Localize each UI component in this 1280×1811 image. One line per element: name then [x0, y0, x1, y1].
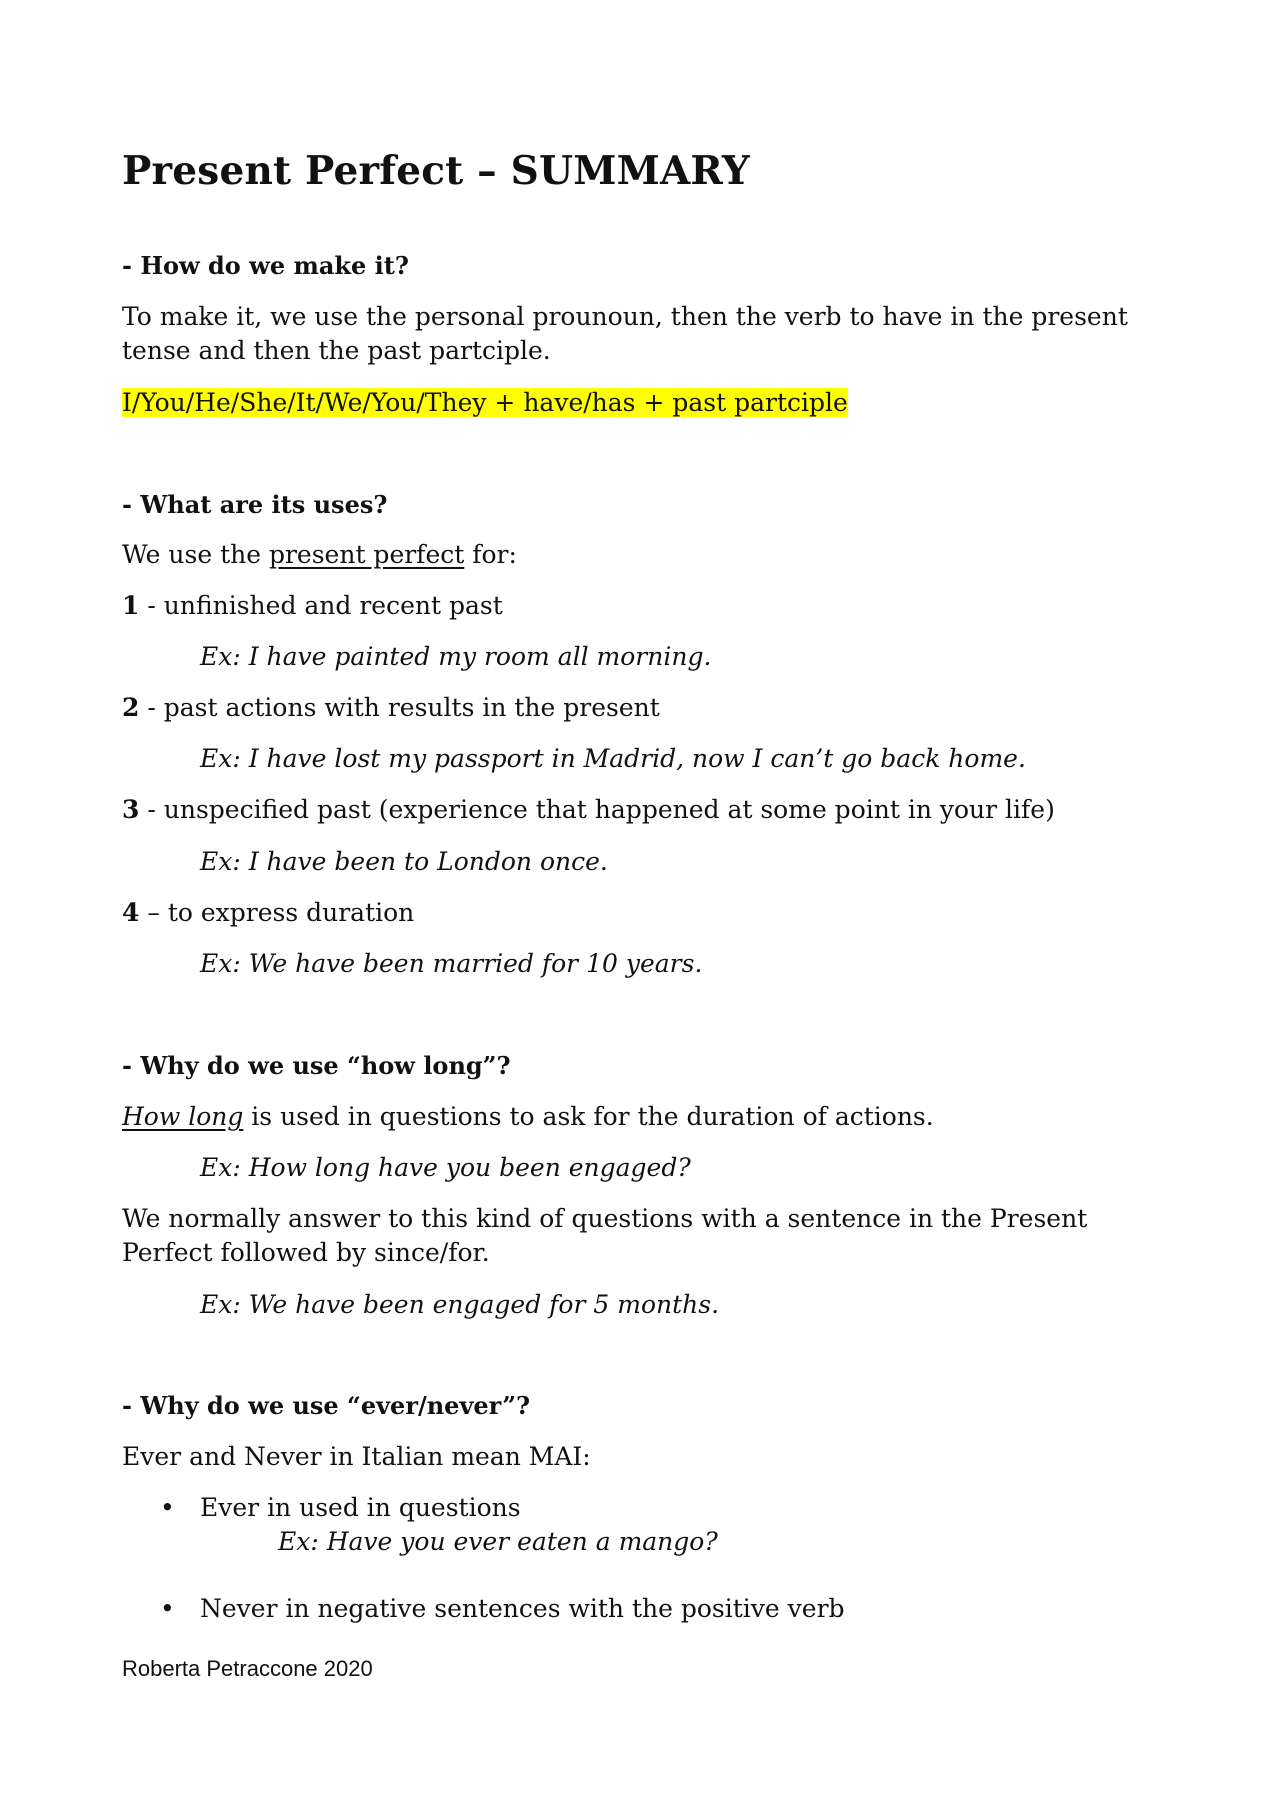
- use-number: 3: [122, 795, 140, 824]
- how-long-example-2: Ex: We have been engaged for 5 months.: [200, 1290, 720, 1319]
- uses-intro-after: for:: [464, 540, 517, 569]
- how-long-answer-line1: We normally answer to this kind of questions with a sentence in the Present: [122, 1204, 1088, 1233]
- use-number: 1: [122, 591, 140, 620]
- page-title: Present Perfect – SUMMARY: [122, 148, 750, 194]
- use-sep: –: [139, 898, 168, 927]
- section-uses-heading: - What are its uses?: [122, 490, 388, 519]
- section-how-text-line2: tense and then the past partciple.: [122, 336, 551, 365]
- how-long-text-rest: is used in questions to ask for the duration of actions.: [243, 1102, 934, 1131]
- use-item-2: [122, 691, 660, 725]
- use-sep: -: [139, 591, 164, 620]
- present-perfect-underlined: present perfect: [268, 540, 465, 569]
- use-text: to express duration: [167, 898, 415, 927]
- how-long-example-1: Ex: How long have you been engaged?: [200, 1153, 691, 1182]
- bullet-icon: •: [160, 1493, 175, 1522]
- use-item-4: [122, 896, 414, 930]
- section-how-long-heading: - Why do we use “how long”?: [122, 1051, 511, 1080]
- section-ever-never-heading: - Why do we use “ever/never”?: [122, 1391, 531, 1420]
- use-example-4: Ex: We have been married for 10 years.: [200, 949, 703, 978]
- bullet-item-ever: Ever in used in questions: [200, 1493, 521, 1522]
- ever-example: Ex: Have you ever eaten a mango?: [278, 1527, 718, 1556]
- bullet-item-never: Never in negative sentences with the positive verb: [200, 1594, 845, 1623]
- formula-line: [122, 386, 848, 420]
- how-long-text: [122, 1100, 934, 1134]
- use-example-3: Ex: I have been to London once.: [200, 847, 608, 876]
- use-item-1: [122, 589, 503, 623]
- use-sep: -: [139, 693, 164, 722]
- uses-intro-before: We use the: [122, 540, 269, 569]
- use-text: past actions with results in the present: [163, 693, 660, 722]
- how-long-underlined: How long: [122, 1102, 244, 1131]
- bullet-icon: •: [160, 1594, 175, 1623]
- use-number: 4: [122, 898, 140, 927]
- use-example-1: Ex: I have painted my room all morning.: [200, 642, 712, 671]
- how-long-answer-line2: Perfect followed by since/for.: [122, 1238, 490, 1267]
- ever-never-intro: Ever and Never in Italian mean MAI:: [122, 1442, 591, 1471]
- section-how-heading: - How do we make it?: [122, 251, 409, 280]
- use-item-3: [122, 793, 1055, 827]
- formula-highlight: I/You/He/She/It/We/You/They + have/has + past partciple: [122, 388, 848, 417]
- use-sep: -: [139, 795, 164, 824]
- footer-author: Roberta Petraccone 2020: [122, 1656, 373, 1681]
- section-how-text-line1: To make it, we use the personal prounoun, then the verb to have in the present: [122, 302, 1128, 331]
- use-number: 2: [122, 693, 140, 722]
- use-example-2: Ex: I have lost my passport in Madrid, now I can’t go back home.: [200, 744, 1026, 773]
- uses-intro: [122, 538, 517, 572]
- use-text: unspecified past (experience that happened at some point in your life): [163, 795, 1055, 824]
- use-text: unfinished and recent past: [163, 591, 503, 620]
